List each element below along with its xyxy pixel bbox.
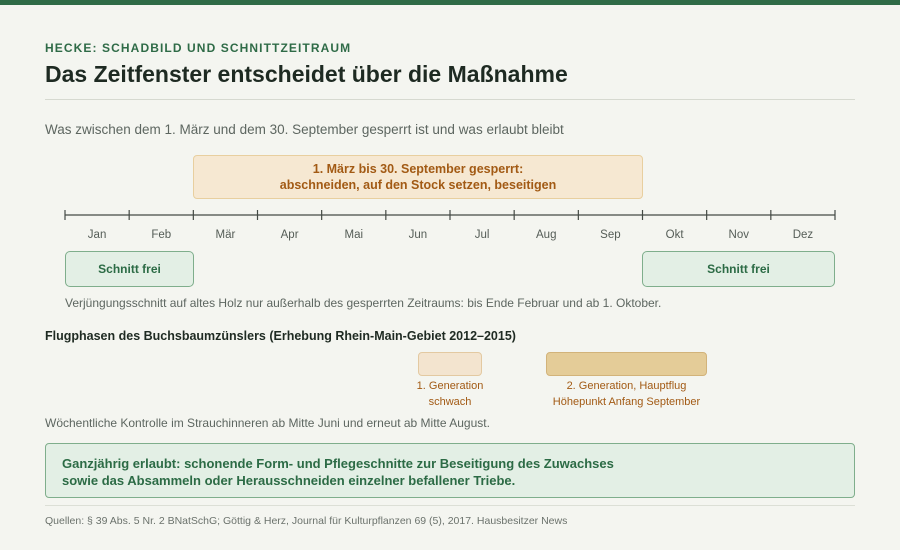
- cut-window-late: Schnitt frei: [642, 251, 835, 287]
- cut-note: Verjüngungsschnitt auf altes Holz nur außerhalb des gesperrten Zeitraums: bis Ende Februar und ab 1. Oktober.: [65, 296, 662, 310]
- blocked-period-line-1: 1. März bis 30. September gesperrt:: [312, 162, 524, 176]
- generation-1-label: [400, 379, 500, 410]
- generation-2-label: [536, 379, 717, 410]
- month-label: Mär: [215, 229, 236, 241]
- generation-2-title: 2. Generation, Hauptflug: [566, 380, 687, 392]
- generation-2-detail: Höhepunkt Anfang September: [552, 395, 701, 408]
- cut-window-early: Schnitt frei: [65, 251, 194, 287]
- month-label: Feb: [151, 229, 172, 241]
- blocked-period-line-2: abschneiden, auf den Stock setzen, beseitigen: [279, 178, 557, 192]
- month-label: Sep: [600, 229, 621, 241]
- month-timeline: [0, 205, 900, 245]
- month-label: Aug: [536, 229, 557, 241]
- page-title: Das Zeitfenster entscheidet über die Maßnahme: [45, 61, 568, 87]
- month-label: Okt: [665, 229, 684, 241]
- allowed-all-year-line-1: Ganzjährig erlaubt: schonende Form- und Pflegeschnitte zur Beseitigung des Zuwachses: [62, 456, 614, 471]
- month-label: Apr: [280, 229, 299, 241]
- generation-1-title: 1. Generation: [416, 380, 484, 392]
- sources-footer: Quellen: § 39 Abs. 5 Nr. 2 BNatSchG; Göttig & Herz, Journal für Kulturpflanzen 69 (5), 2017. Hausbesitzer News: [45, 515, 568, 527]
- top-accent-bar: [0, 0, 900, 5]
- eyebrow-label: HECKE: SCHADBILD UND SCHNITTZEITRAUM: [45, 41, 352, 55]
- page-subtitle: Was zwischen dem 1. März und dem 30. September gesperrt ist und was erlaubt bleibt: [45, 122, 564, 137]
- allowed-all-year-line-2: sowie das Absammeln oder Herausschneiden einzelner befallener Triebe.: [62, 473, 516, 488]
- footer-divider: [45, 505, 855, 506]
- allowed-all-year-box: [45, 443, 855, 498]
- month-label: Dez: [792, 229, 814, 241]
- inspection-note: Wöchentliche Kontrolle im Strauchinneren ab Mitte Juni und erneut ab Mitte August.: [45, 416, 490, 430]
- generation-2-bar: [546, 352, 707, 376]
- month-label: Jun: [408, 229, 428, 241]
- flight-phases-heading: Flugphasen des Buchsbaumzünslers (Erhebung Rhein-Main-Gebiet 2012–2015): [45, 329, 516, 343]
- generation-1-bar: [418, 352, 482, 376]
- header-divider: [45, 99, 855, 100]
- blocked-period-banner: [193, 155, 643, 199]
- month-label: Mai: [344, 229, 364, 241]
- month-label: Jan: [87, 229, 107, 241]
- generation-1-detail: schwach: [428, 395, 472, 408]
- month-label: Jul: [474, 229, 490, 241]
- month-label: Nov: [728, 229, 749, 241]
